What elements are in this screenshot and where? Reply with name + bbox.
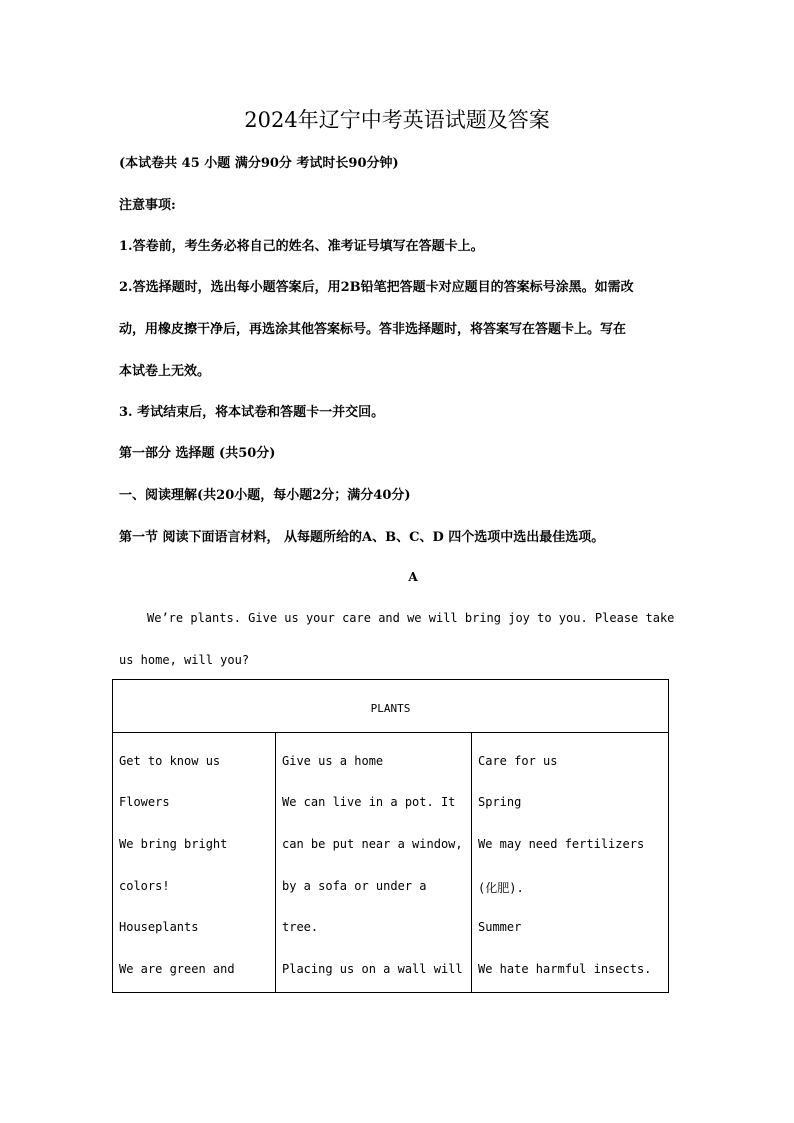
table-cell-line: Flowers xyxy=(119,795,170,809)
table-cell-line: We are green and xyxy=(119,962,235,976)
table-cell-line: tree. xyxy=(282,920,319,934)
table-cell-line: We hate harmful insects. xyxy=(478,962,652,976)
table-cell-line: We can live in a pot. It xyxy=(282,795,456,809)
table-cell-line: Give us a home xyxy=(282,754,384,768)
table-cell-line: can be put near a window, xyxy=(282,837,463,851)
table-cell-line: Care for us xyxy=(478,754,558,768)
table-column-care-for-us xyxy=(472,733,669,993)
passage-label: A xyxy=(408,570,418,584)
part-heading: 第一部分 选择题 (共50分) xyxy=(119,446,276,461)
table-cell-line: We may need fertilizers xyxy=(478,837,645,851)
plants-table xyxy=(112,679,669,993)
passage-intro-line: We’re plants. Give us your care and we will bring joy to you. Please take xyxy=(147,611,675,625)
exam-subtitle: (本试卷共 45 小题 满分90分 考试时长90分钟) xyxy=(119,156,399,171)
notice-item: 本试卷上无效。 xyxy=(119,364,211,379)
notice-item: 动，用橡皮擦干净后，再选涂其他答案标号。答非选择题时，将答案写在答题卡上。写在 xyxy=(119,322,627,337)
table-cell-line: Summer xyxy=(478,920,522,934)
table-cell-line: Houseplants xyxy=(119,920,199,934)
table-header xyxy=(113,680,669,733)
notice-item: 1.答卷前，考生务必将自己的姓名、准考证号填写在答题卡上。 xyxy=(119,239,484,254)
table-header-label: PLANTS xyxy=(370,701,411,715)
section-heading: 一、阅读理解(共20小题，每小题2分；满分40分) xyxy=(119,488,411,503)
notice-item: 2.答选择题时，选出每小题答案后，用2B铅笔把答题卡对应题目的答案标号涂黑。如需改 xyxy=(119,280,634,295)
page-title: 2024年辽宁中考英语试题及答案 xyxy=(244,108,550,132)
table-column-give-us-a-home xyxy=(276,733,472,993)
table-cell-line: by a sofa or under a xyxy=(282,879,427,893)
table-cell-line: We bring bright xyxy=(119,837,228,851)
table-cell-line: Placing us on a wall will xyxy=(282,962,463,976)
table-cell-line: Get to know us xyxy=(119,754,221,768)
passage-intro-line: us home, will you? xyxy=(119,653,250,667)
table-cell-line: Spring xyxy=(478,795,522,809)
section-instruction: 第一节 阅读下面语言材料， 从每题所给的A、B、C、D 四个选项中选出最佳选项。 xyxy=(119,530,605,545)
table-cell-line: colors! xyxy=(119,879,170,893)
notice-heading: 注意事项: xyxy=(119,198,176,213)
notice-item: 3. 考试结束后，将本试卷和答题卡一并交回。 xyxy=(119,405,385,420)
table-column-get-to-know-us xyxy=(113,733,276,993)
table-cell-line: (化肥). xyxy=(478,881,524,895)
